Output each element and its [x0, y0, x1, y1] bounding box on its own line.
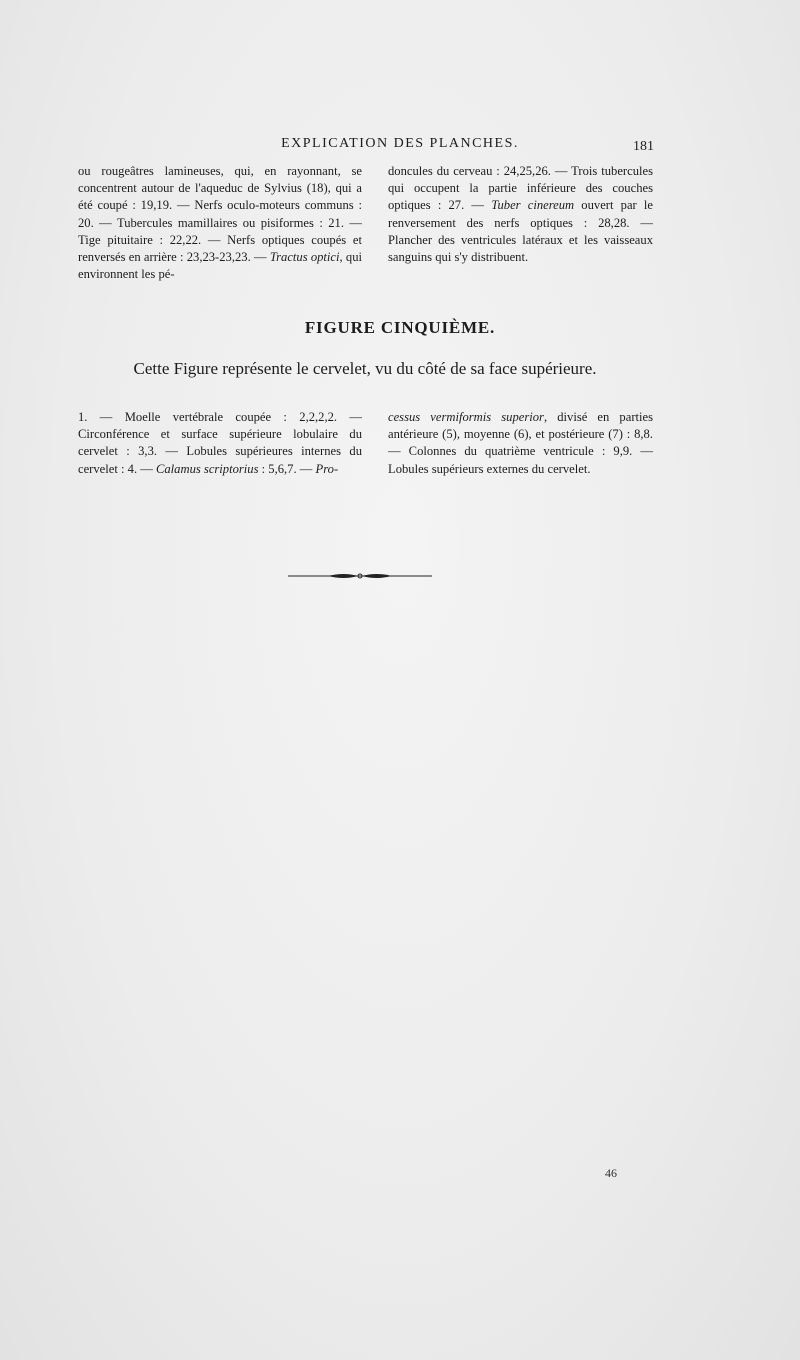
figure-title: FIGURE CINQUIÈME.	[304, 318, 496, 337]
text-run: doncules du cerveau : 24,25,26. — Trois tubercules qui occupent la partie inférieure des couches optiques : 27. —	[388, 164, 653, 213]
running-head: EXPLICATION DES PLANCHES.	[281, 136, 519, 151]
text-column-right	[388, 163, 653, 266]
text-column-left	[78, 163, 362, 283]
italic-term: Calamus scriptorius	[155, 461, 259, 476]
paragraph	[388, 409, 653, 478]
paragraph	[388, 163, 653, 266]
italic-term: Pro-	[315, 461, 339, 476]
italic-term: Tractus optici	[269, 250, 340, 265]
legend-column-right	[388, 409, 653, 478]
italic-term: cessus vermiformis superior	[388, 410, 544, 424]
paragraph	[78, 163, 362, 283]
paragraph	[78, 409, 362, 478]
signature-mark: 46	[605, 1166, 617, 1180]
page-number: 181	[633, 139, 654, 154]
legend-column-left	[78, 409, 362, 478]
text-run: : 5,6,7. —	[258, 461, 316, 476]
text-run: ou rougeâtres lamineuses, qui, en rayonnant, se concentrent autour de l'aqueduc de Sylvius (18), qui a été coupé : 19,19. — Nerfs oculo-moteurs communs : 20. — Tubercules mamillaires ou pisiformes : 21. — Tige pituitaire : 22,22. — Nerfs optiques coupés et renversés en arrière : 23,23-23,23. —	[78, 164, 362, 265]
text-run: , qui environnent les pé-	[78, 250, 363, 282]
text-run: ouvert par le renversement des nerfs optiques : 28,28. — Plancher des ventricules latéraux et les vaisseaux sanguins qui s'y distribuent.	[388, 198, 653, 265]
text-run: 1. — Moelle vertébrale coupée : 2,2,2,2. — Circonférence et surface supérieure lobulaire du cervelet : 3,3. — Lobules supérieures internes du cervelet : 4. —	[78, 410, 362, 476]
figure-caption: Cette Figure représente le cervelet, vu du côté de sa face supérieure.	[133, 359, 597, 378]
ornamental-rule	[288, 568, 432, 584]
italic-term: Tuber cinereum	[491, 198, 575, 213]
text-run: , divisé en parties antérieure (5), moyenne (6), et postérieure (7) : 8,8. — Colonnes du quatrième ventricule : 9,9. — Lobules supérieurs externes du cervelet.	[388, 410, 653, 476]
